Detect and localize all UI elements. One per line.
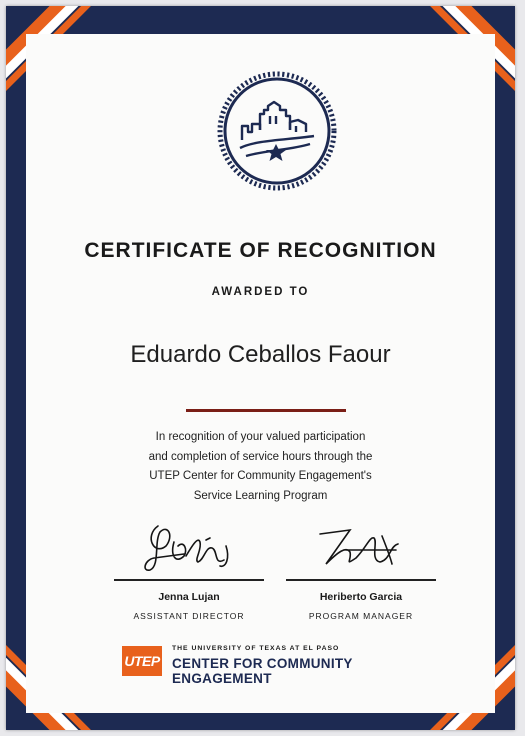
- certificate-paper: [26, 34, 495, 713]
- recognition-line: UTEP Center for Community Engagement's: [149, 470, 372, 482]
- certificate-frame: [6, 6, 515, 730]
- community-seal-icon: [216, 70, 338, 192]
- signer-name: Jenna Lujan: [158, 590, 220, 603]
- signer-name: Heriberto Garcia: [319, 590, 403, 603]
- awarded-to-label: AWARDED TO: [211, 286, 310, 298]
- signer-role: ASSISTANT DIRECTOR: [133, 610, 245, 621]
- utep-logo: UTEP: [122, 646, 162, 676]
- signature-line: [286, 579, 436, 581]
- recognition-line: and completion of service hours through the: [148, 450, 373, 463]
- signature-block-right: [276, 516, 446, 621]
- recognition-line: In recognition of your valued participation: [155, 431, 366, 443]
- signature-line: [114, 579, 264, 581]
- center-name: CENTER FOR COMMUNITY ENGAGEMENT: [172, 656, 353, 686]
- recipient-name: Eduardo Ceballos Faour: [130, 341, 391, 368]
- recognition-text: [26, 428, 495, 506]
- organization-footer: [122, 643, 412, 686]
- university-name: THE UNIVERSITY OF TEXAS AT EL PASO: [172, 645, 340, 652]
- divider: [186, 409, 346, 412]
- certificate-title: CERTIFICATE OF RECOGNITION: [84, 239, 437, 262]
- signature-block-left: [104, 516, 274, 621]
- recognition-line: Service Learning Program: [193, 489, 328, 502]
- signer-role: PROGRAM MANAGER: [308, 610, 414, 621]
- handwritten-signature-icon: [286, 516, 436, 576]
- handwritten-signature-icon: [114, 516, 264, 576]
